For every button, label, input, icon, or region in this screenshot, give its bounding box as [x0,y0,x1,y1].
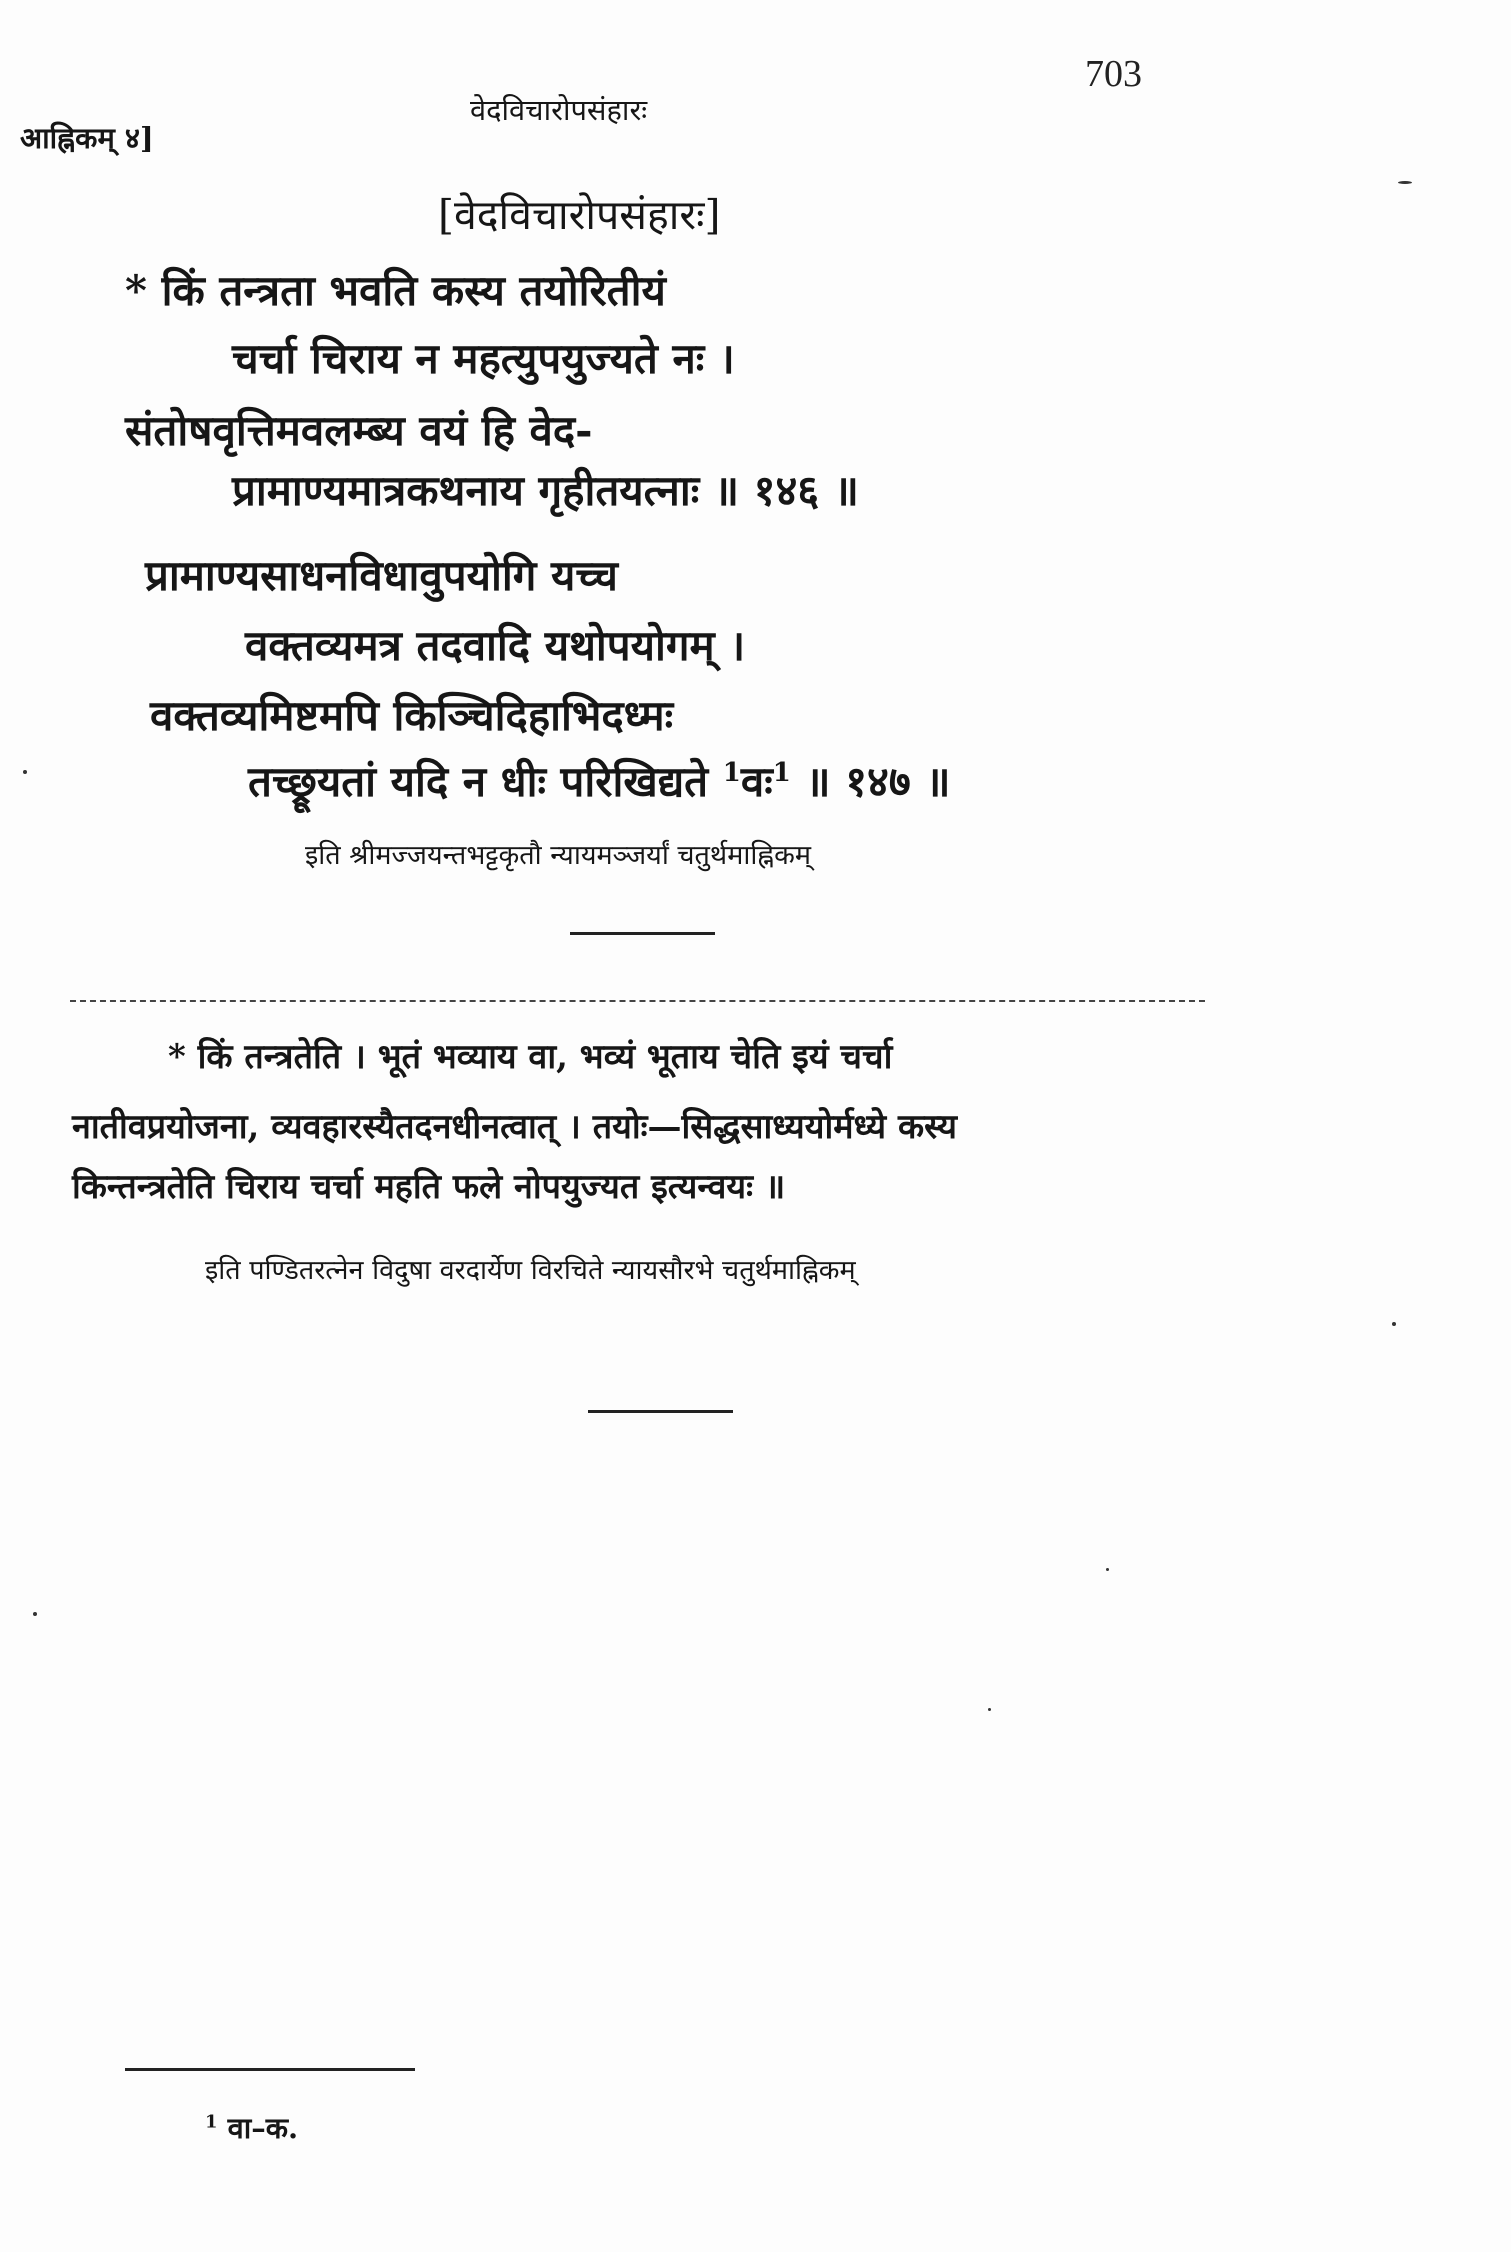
commentary-line-1: * किं तन्त्रतेति । भूतं भव्याय वा, भव्यं भूताय चेति इयं चर्चा [168,1037,893,1077]
scan-speck [1106,1568,1109,1571]
verse-146-line-2: चर्चा चिराय न महत्युपयुज्यते नः । [232,334,735,383]
footnote-text: वा–क. [217,2111,299,2145]
end-divider [588,1410,733,1413]
footnote-ref-close: 1 [772,758,791,788]
page-number: 703 [1085,53,1142,95]
verse-147-line-3: वक्तव्यमिष्टमपि किञ्चिदिहाभिदध्मः [150,691,674,740]
running-head: वेदविचारोपसंहारः [470,93,648,127]
scan-speck [23,770,27,774]
footnote-rule [125,2068,415,2071]
verse-147-line-2: वक्तव्यमत्र तदवादि यथोपयोगम् । [245,621,746,670]
verse-147-line-4-text: तच्छ्रूयतां यदि न धीः परिखिद्यते [248,757,723,806]
verse-147-line-1: प्रामाण्यसाधनविधावुपयोगि यच्च [145,551,618,600]
verse-146-line-3: संतोषवृत्तिमवलम्ब्य वयं हि वेद- [125,406,593,455]
chapter-side-label: आह्निकम् ४] [20,121,154,155]
commentary-colophon: इति पण्डितरत्नेन विदुषा वरदार्येण विरचिते न्यायसौरभे चतुर्थमाह्निकम् [205,1255,856,1286]
footnote-marker: 1 [205,2111,218,2133]
footnote-ref: 1 [722,758,741,788]
scan-speck [988,1708,991,1711]
section-heading: [वेदविचारोपसंहारः] [438,191,721,239]
scan-speck [1392,1322,1396,1326]
commentary-line-3: किन्तन्त्रतेति चिराय चर्चा महति फले नोपयुज्यत इत्यन्वयः ॥ [72,1167,786,1207]
scan-speck [33,1612,37,1616]
chapter-colophon: इति श्रीमज्जयन्तभट्टकृतौ न्यायमञ्जर्यां चतुर्थमाह्निकम् [305,840,811,871]
verse-number: ॥ १४७ ॥ [790,757,951,806]
verse-147-line-4 [248,757,951,806]
commentary-line-2: नातीवप्रयोजना, व्यवहारस्यैतदनधीनत्वात् । तयोः—सिद्धसाध्ययोर्मध्ये कस्य [72,1107,958,1147]
verse-146-line-1: * किं तन्त्रता भवति कस्य तयोरितीयं [125,266,666,315]
section-divider [570,932,715,935]
scan-speck [1398,181,1412,184]
footnote [205,2108,298,2147]
verse-146-line-4: प्रामाण्यमात्रकथनाय गृहीतयत्नाः ॥ १४६ ॥ [232,466,859,515]
variant-reading: वः [740,757,773,806]
commentary-separator [70,1000,1205,1002]
